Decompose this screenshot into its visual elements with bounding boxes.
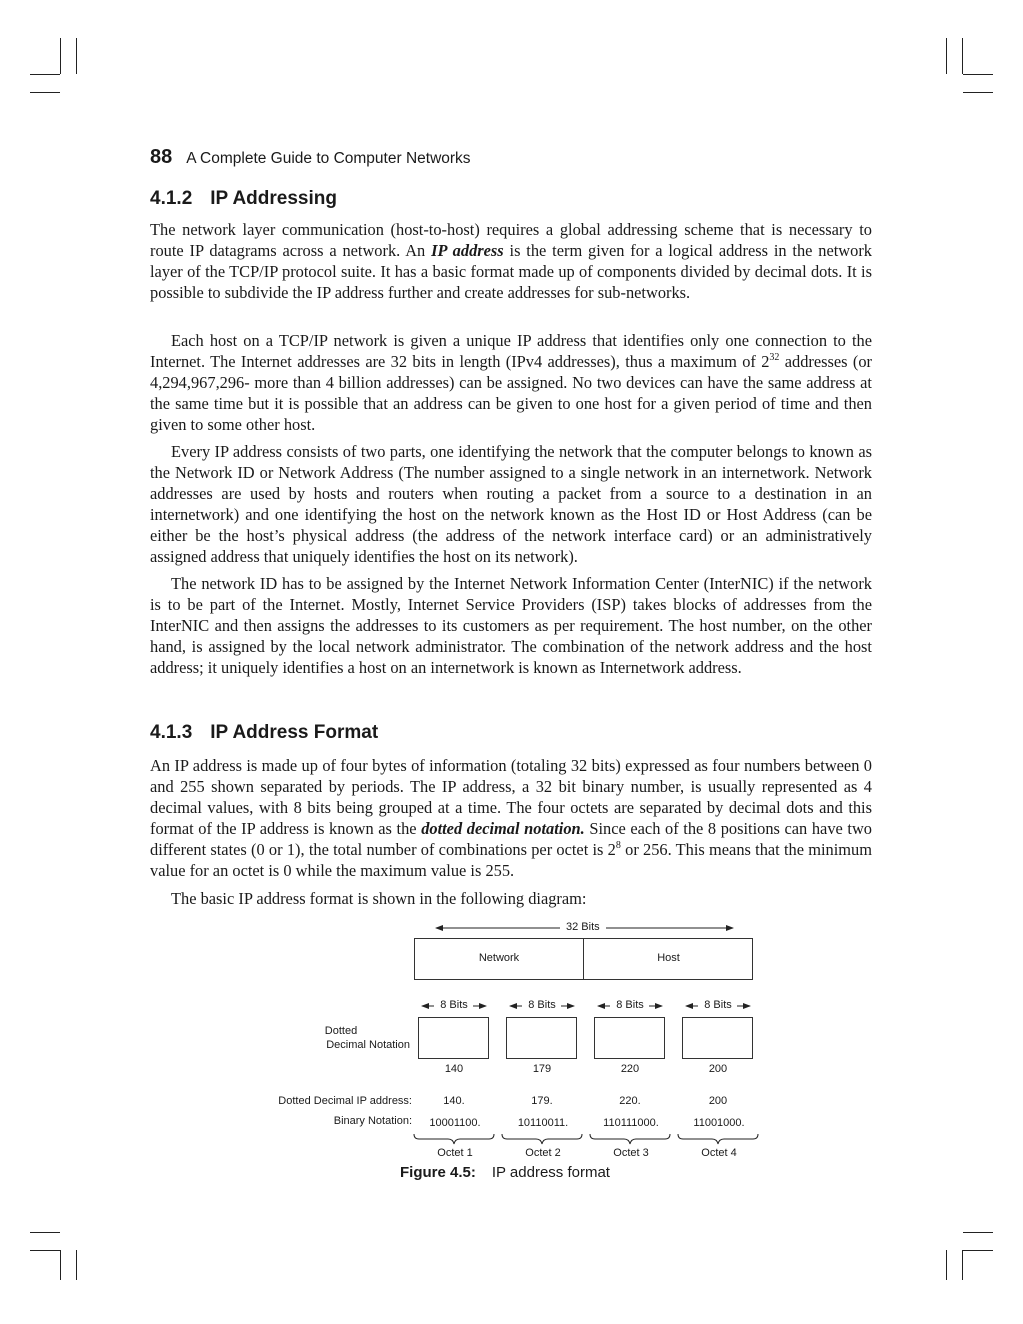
crop-mark [30, 92, 60, 93]
dotted-ip-row-label: Dotted Decimal IP address: [278, 1095, 412, 1107]
dotted-octet: 140. [443, 1095, 465, 1107]
paragraph: The network ID has to be assigned by the Internet Network Information Center (InterNIC) if the network is to be part of the Internet. Mostly, Internet Service Providers (ISP) takes blocks of addresses from the InterNIC and then assigns the addresses to its customers as per requirement. The host number, on the other hand, is assigned by the local network administrator. The combination of the network address and the host address; it uniquely identifies a host on an internetwork is known as Internetwork address. [150, 574, 872, 677]
octet-value: 140 [444, 1063, 464, 1075]
crop-mark [30, 1250, 60, 1251]
dotted-label-line: Dotted [324, 1025, 358, 1037]
binary-octet: 10110011. [517, 1117, 569, 1129]
paragraph-text: An IP address is made up of four bytes of information (totaling 32 bits) expressed as four numbers between 0 and 255 shown separated by periods. The IP address, a 32 bit binary number, is usually represented as 4 decimal values, with 8 bits being grouped at a time. The four octets are separated by decimal dots and this format of the IP address is known as the [150, 756, 872, 838]
crop-mark [963, 74, 993, 75]
crop-mark [30, 1232, 60, 1233]
crop-mark [963, 1250, 993, 1251]
figure-caption-text: IP address format [491, 1164, 610, 1181]
section-heading [150, 188, 337, 210]
emphasis-term: IP address [431, 240, 504, 260]
octet-bits-label: 8 Bits [704, 999, 732, 1011]
figure-caption [400, 1164, 610, 1181]
octet-value: 220 [620, 1063, 640, 1075]
total-bits-label: 32 Bits [566, 921, 600, 933]
octet-braces [414, 1134, 758, 1144]
crop-mark [946, 38, 947, 74]
crop-mark [962, 1250, 963, 1280]
crop-mark [76, 38, 77, 74]
octet-box [595, 1018, 665, 1059]
emphasis-term: dotted decimal notation. [421, 818, 585, 838]
paragraph-text: The network layer communication (host-to-host) requires a global addressing scheme that is necessary to route IP datagrams across a network. An [150, 220, 872, 260]
dotted-notation-label [300, 1024, 410, 1052]
paragraph-text: addresses (or 4,294,967,296- more than 4 billion addresses) can be assigned. No two devices can have the same address at the same time but it is possible that an address can be given to one host for a given period of time and then given to some other host. [150, 351, 872, 434]
crop-mark [60, 38, 61, 74]
crop-mark [963, 1232, 993, 1233]
superscript: 8 [615, 839, 621, 851]
octet-box [419, 1018, 489, 1059]
paragraph: The basic IP address format is shown in the following diagram: [171, 889, 587, 908]
superscript: 32 [769, 351, 780, 363]
crop-mark [60, 1250, 61, 1280]
octet-name: Octet 3 [613, 1147, 649, 1159]
running-header [150, 146, 471, 169]
section-number: 4.1.3 [150, 722, 193, 743]
paragraph-text: Since each of the 8 positions can have two different states (0 or 1), the total number of combinations per octet is 2 [150, 818, 872, 859]
dotted-octet: 179. [531, 1095, 553, 1107]
binary-octet: 10001100. [429, 1117, 481, 1129]
section-title: IP Address Format [210, 722, 379, 743]
octet-name: Octet 2 [525, 1147, 561, 1159]
crop-mark [963, 92, 993, 93]
paragraph-text: or 256. This means that the minimum value for an octet is 0 while the maximum value is 255. [150, 839, 872, 880]
crop-mark [946, 1250, 947, 1280]
octet-bits-label: 8 Bits [440, 999, 468, 1011]
binary-octet: 110111000. [603, 1117, 659, 1129]
section-number: 4.1.2 [150, 188, 193, 209]
host-label: Host [657, 952, 680, 964]
section-title: IP Addressing [210, 188, 337, 209]
dotted-label-line: Decimal Notation [326, 1039, 410, 1051]
octet-bits-label: 8 Bits [616, 999, 644, 1011]
figure-label: Figure 4.5: [400, 1164, 476, 1181]
crop-mark [30, 74, 60, 75]
crop-mark [76, 1250, 77, 1280]
paragraph [150, 756, 872, 881]
network-label: Network [478, 952, 520, 964]
paragraph-text: Each host on a TCP/IP network is given a unique IP address that identifies only one connection to the Internet. The Internet addresses are 32 bits in length (IPv4 addresses), thus a maximum of 2 [150, 331, 872, 371]
binary-row-label: Binary Notation: [333, 1115, 412, 1127]
paragraph: Every IP address consists of two parts, one identifying the network that the computer belongs to known as the Network ID or Network Address (The number assigned to a single network in an internetwork. Network addresses are used by hosts and routers when routing a packet from a source to a destination in an internetwork) and one identifying the host on the network known as the Host ID or Host Address (can be either be the host’s physical address (the address of the network interface card) or an administratively assigned address that uniquely identifies the host on its network). [150, 442, 872, 566]
octet-name: Octet 1 [437, 1147, 473, 1159]
binary-octet: 11001000. [693, 1117, 745, 1129]
octet-name: Octet 4 [701, 1147, 737, 1159]
book-title: A Complete Guide to Computer Networks [186, 150, 471, 167]
dotted-octet: 220. [619, 1095, 641, 1107]
paragraph [150, 331, 872, 436]
octet-box [683, 1018, 753, 1059]
octet-value: 179 [532, 1063, 552, 1075]
dotted-octet: 200 [708, 1095, 728, 1107]
paragraph-text: is the term given for a logical address in the network layer of the TCP/IP protocol suite. It has a basic format made up of components divided by decimal dots. It is possible to subdivide the IP address further and create addresses for sub-networks. [150, 240, 872, 302]
octet-value: 200 [708, 1063, 728, 1075]
octet-bits-label: 8 Bits [528, 999, 556, 1011]
section-heading [150, 722, 378, 744]
paragraph [150, 220, 872, 304]
octet-box [507, 1018, 577, 1059]
page-number: 88 [150, 146, 173, 168]
crop-mark [962, 38, 963, 74]
